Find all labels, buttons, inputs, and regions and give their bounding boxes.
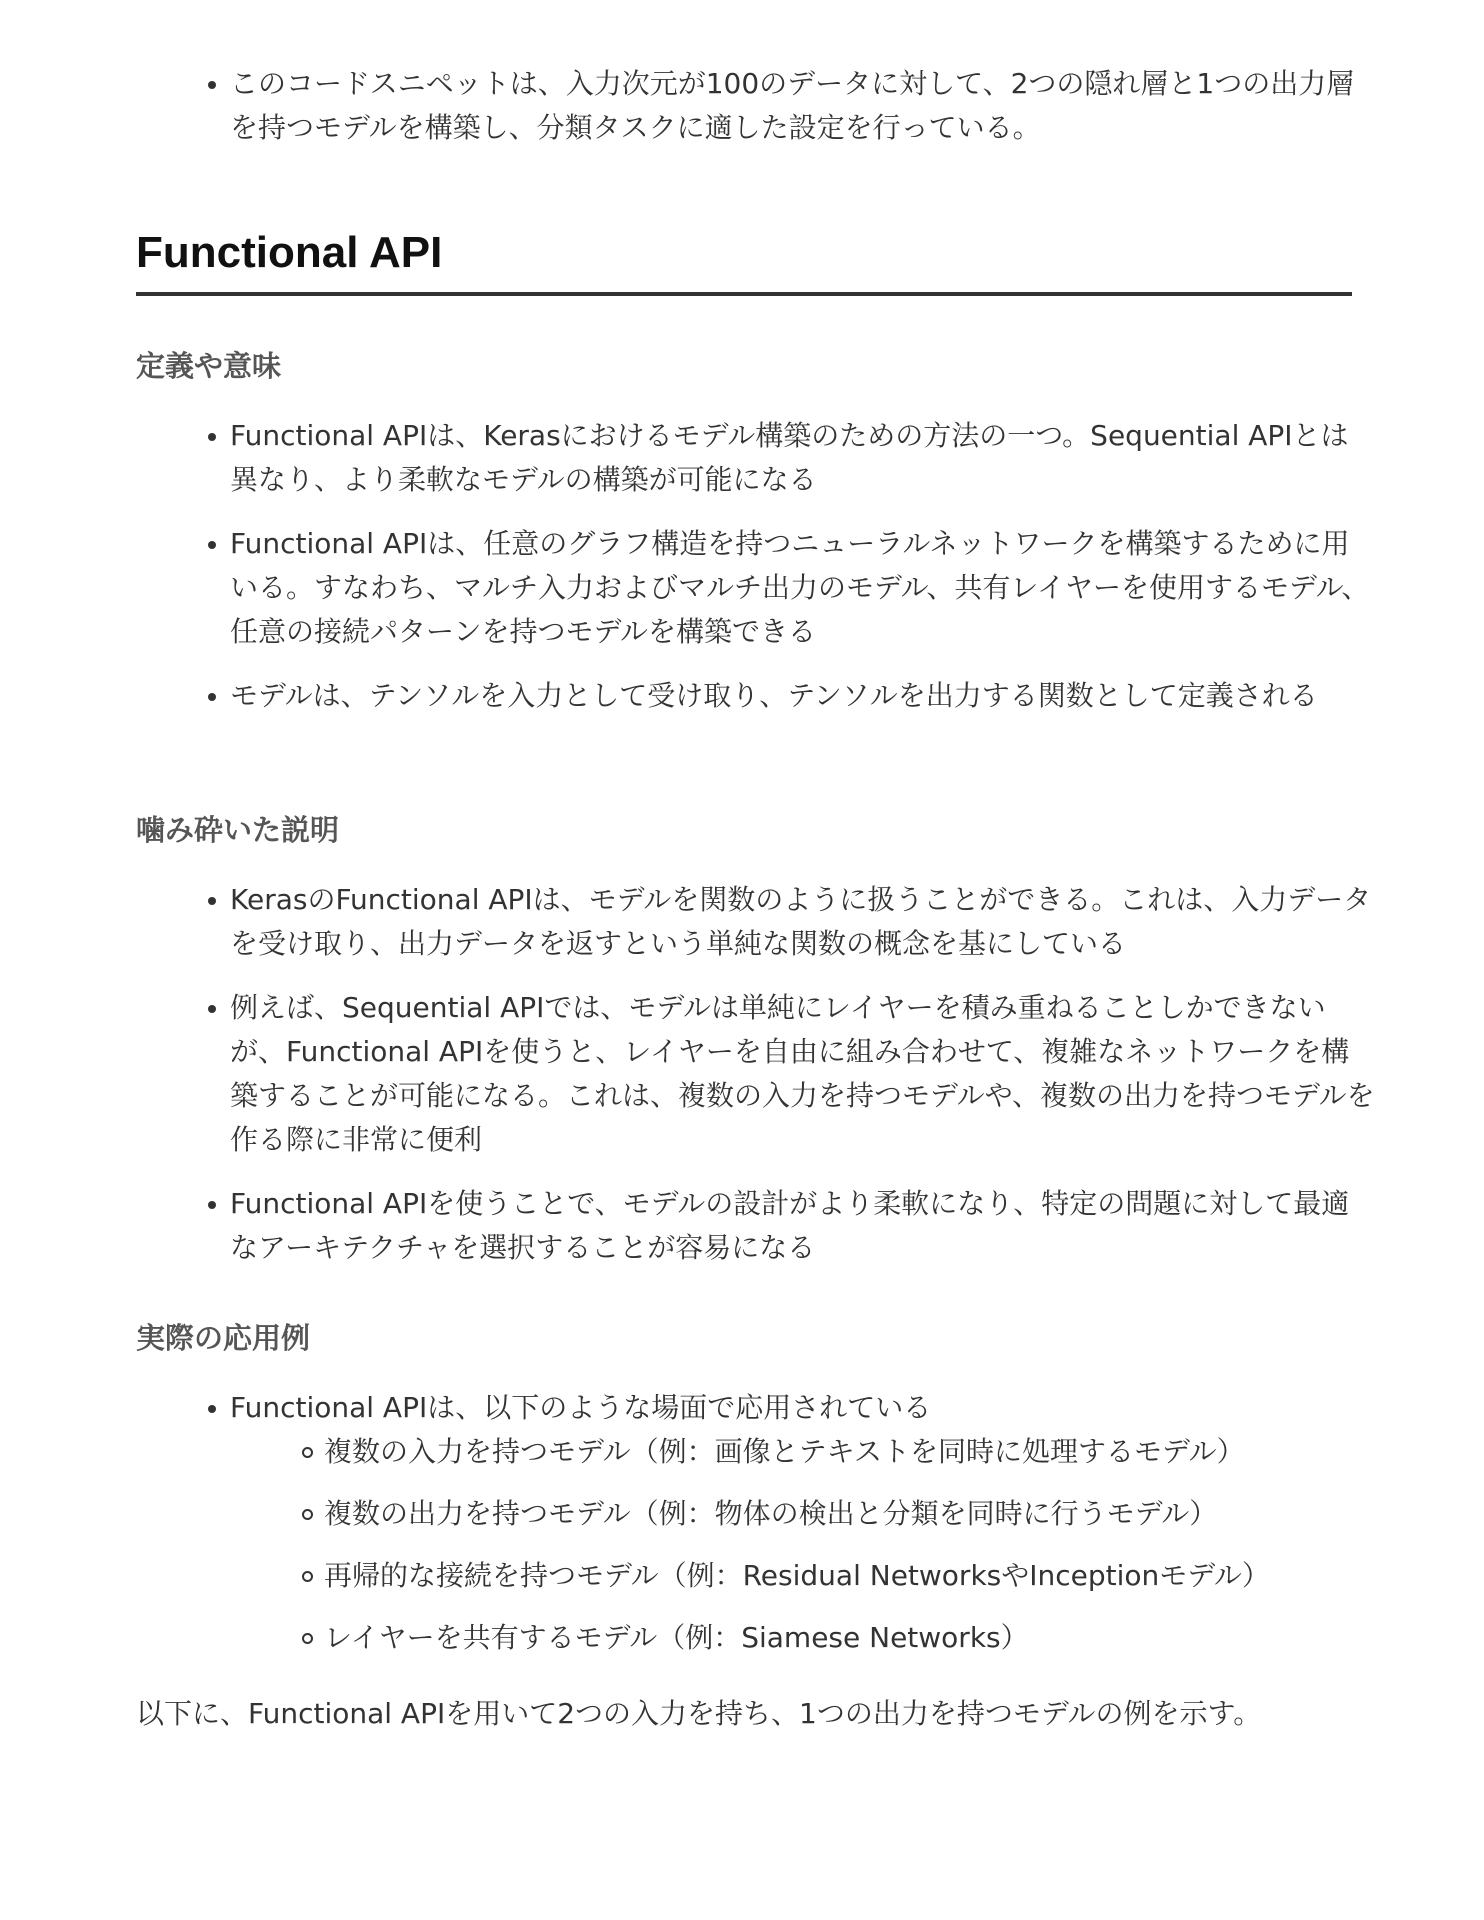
explanation-heading: 噛み砕いた説明 — [136, 813, 340, 847]
list-item-text: Functional APIを使うことで、モデルの設計がより柔軟になり、特定の問題に対して最適なアーキテクチャを選択することが容易になる — [230, 1187, 1350, 1264]
sublist-item-text: 再帰的な接続を持つモデル（例：Residual NetworksやInceptionモデル） — [324, 1559, 1270, 1592]
definition-heading: 定義や意味 — [136, 349, 282, 383]
list-item-text: KerasのFunctional APIは、モデルを関数のように扱うことができる。これは、入力データを受け取り、出力データを返すという単純な関数の概念を基にしている — [230, 883, 1372, 960]
list-item — [136, 414, 1470, 502]
list-item — [136, 674, 1470, 718]
intro-list — [136, 62, 1470, 150]
sublist-item-text: 複数の出力を持つモデル（例：物体の検出と分類を同時に行うモデル） — [324, 1497, 1218, 1530]
explanation-list — [136, 878, 1470, 1270]
list-item — [136, 1182, 1470, 1270]
list-item — [136, 878, 1470, 966]
list-item-text: このコードスニペットは、入力次元が100のデータに対して、2つの隠れ層と1つの出力層を持つモデルを構築し、分類タスクに適した設定を行っている。 — [230, 67, 1355, 144]
list-item — [136, 62, 1470, 150]
sublist-item-text: レイヤーを共有するモデル（例：Siamese Networks） — [324, 1621, 1029, 1654]
section-title: Functional API — [136, 228, 1352, 296]
applications-list — [136, 1386, 1470, 1660]
applications-heading: 実際の応用例 — [136, 1321, 311, 1355]
list-item-text: Functional APIは、Kerasにおけるモデル構築のための方法の一つ。Sequential APIとは異なり、より柔軟なモデルの構築が可能になる — [230, 419, 1349, 496]
applications-sublist — [230, 1430, 1470, 1660]
closing-paragraph: 以下に、Functional APIを用いて2つの入力を持ち、1つの出力を持つモデルの例を示す。 — [136, 1697, 1262, 1730]
list-item-text: Functional APIは、任意のグラフ構造を持つニューラルネットワークを構築するために用いる。すなわち、マルチ入力およびマルチ出力のモデル、共有レイヤーを使用するモデル、任意の接続パターンを持つモデルを構築できる — [230, 527, 1370, 648]
sublist-item-text: 複数の入力を持つモデル（例：画像とテキストを同時に処理するモデル） — [324, 1435, 1245, 1468]
sublist-item — [230, 1430, 1470, 1474]
sublist-item — [230, 1616, 1470, 1660]
list-item-text: Functional APIは、以下のような場面で応用されている — [230, 1391, 932, 1424]
list-item — [136, 1386, 1470, 1660]
sublist-item — [230, 1492, 1470, 1536]
list-item-text: モデルは、テンソルを入力として受け取り、テンソルを出力する関数として定義される — [230, 679, 1318, 712]
list-item — [136, 986, 1470, 1162]
list-item-text: 例えば、Sequential APIでは、モデルは単純にレイヤーを積み重ねることしかできないが、Functional APIを使うと、レイヤーを自由に組み合わせて、複雑なネットワークを構築することが可能になる。これは、複数の入力を持つモデルや、複数の出力を持つモデルを作る際に非常に便利 — [230, 991, 1375, 1156]
list-item — [136, 522, 1470, 654]
definition-list — [136, 414, 1470, 718]
sublist-item — [230, 1554, 1470, 1598]
